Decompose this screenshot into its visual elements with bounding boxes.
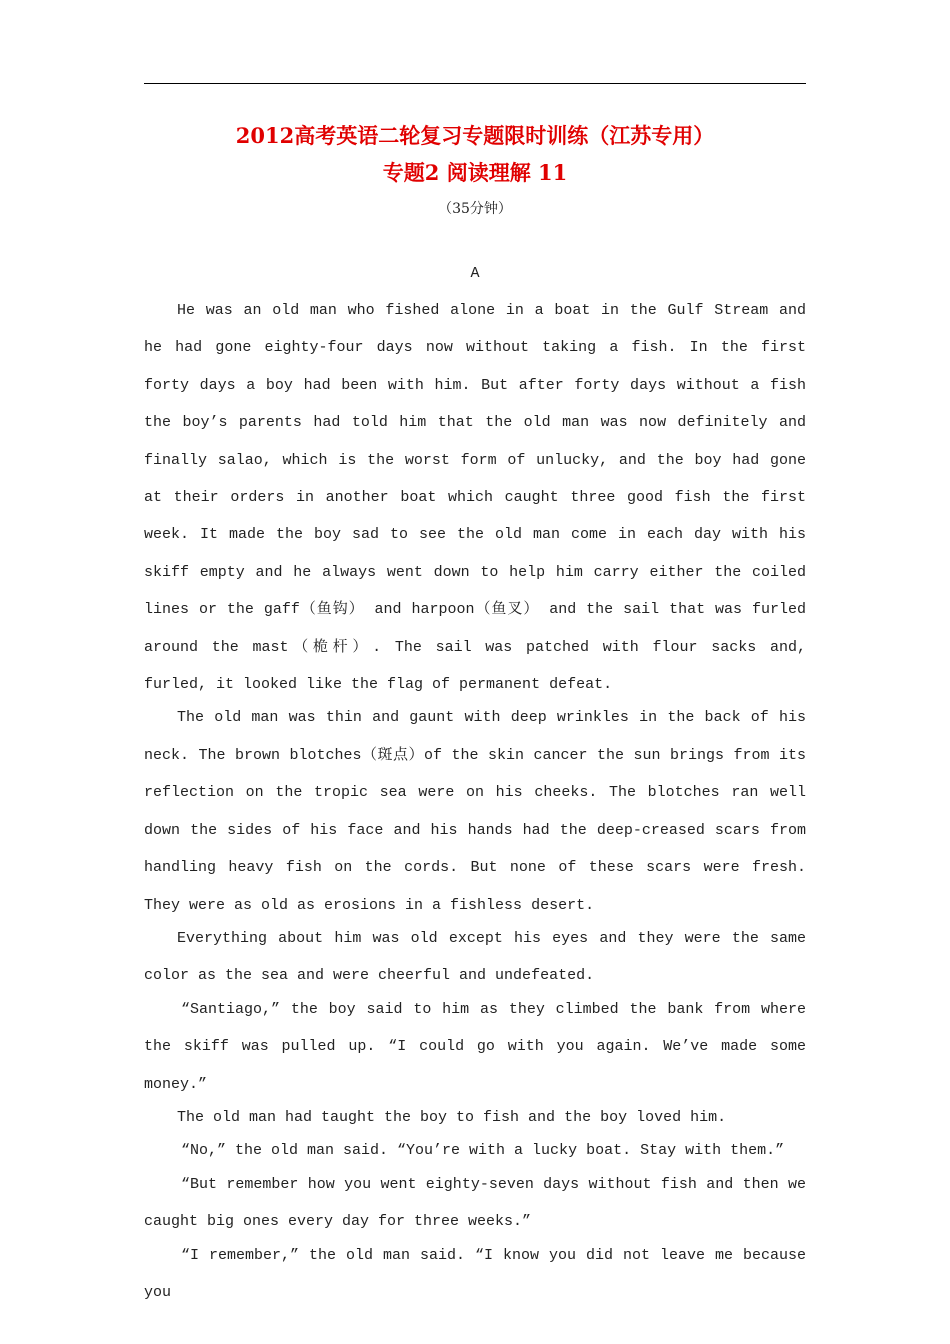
document-subtitle: 专题2 阅读理解 11 bbox=[382, 160, 568, 185]
section-label: A bbox=[470, 265, 480, 282]
paragraph-7: “But remember how you went eighty-seven days without fish and then we caught big ones every day for three weeks.” bbox=[144, 1175, 806, 1231]
paragraph-8: “I remember,” the old man said. “I know you did not leave me because you bbox=[144, 1246, 806, 1301]
time-limit: （35分钟） bbox=[438, 201, 512, 217]
paragraph-6: “No,” the old man said. “You’re with a lucky boat. Stay with them.” bbox=[181, 1142, 785, 1160]
document-title: 2012高考英语二轮复习专题限时训练（江苏专用） bbox=[235, 123, 715, 148]
header-rule bbox=[144, 83, 806, 84]
paragraph-4: “Santiago,” the boy said to him as they climbed the bank from where the skiff was pulled up. “I could go with you again. We’ve made some money.” bbox=[144, 1000, 806, 1093]
paragraph-1: He was an old man who fished alone in a boat in the Gulf Stream and he had gone eighty-four days now without taking a fish. In the first forty days a boy had been with him. But after forty days without a fish the boy’s parents had told him that the old man was now definitely and finally salao, which is the worst form of unlucky, and the boy had gone at their orders in another boat which caught three good fish the first week. It made the boy sad to see the old man come in each day with his skiff empty and he always went down to help him carry either the coiled lines or the gaff（鱼钩） and harpoon（鱼叉） and the sail that was furled around the mast（桅杆）. The sail was patched with flour sacks and, furled, it looked like the flag of permanent defeat. bbox=[144, 302, 806, 694]
paragraph-3: Everything about him was old except his eyes and they were the same color as the sea and were cheerful and undefeated. bbox=[144, 929, 806, 985]
paragraph-2: The old man was thin and gaunt with deep wrinkles in the back of his neck. The brown blotches（斑点）of the skin cancer the sun brings from its reflection on the tropic sea were on his cheeks. The blotches ran well down the sides of his face and his hands had the deep-creased scars from handling heavy fish on the cords. But none of these scars were fresh. They were as old as erosions in a fishless desert. bbox=[144, 709, 806, 914]
paragraph-5: The old man had taught the boy to fish and the boy loved him. bbox=[177, 1108, 727, 1126]
passage-body bbox=[144, 292, 806, 1311]
